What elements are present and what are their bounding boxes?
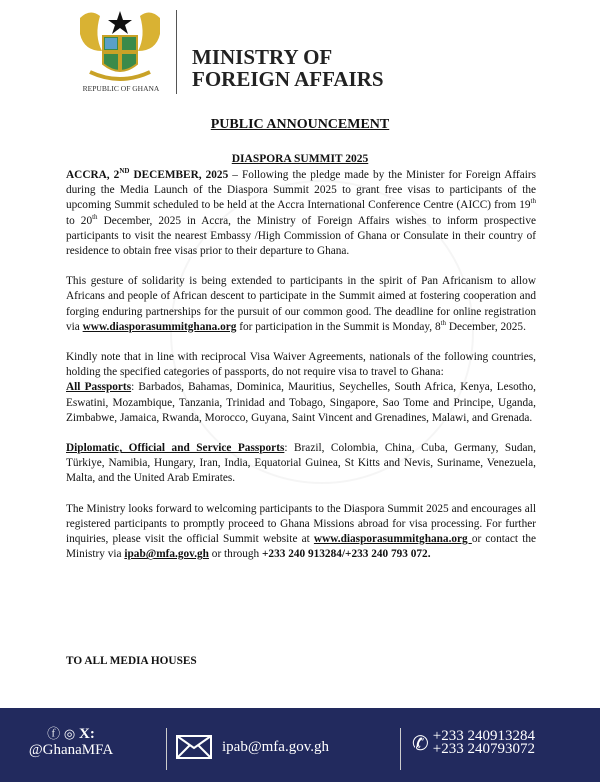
- announcement-title: PUBLIC ANNOUNCEMENT: [210, 117, 390, 132]
- footer-email-text: ipab@mfa.gov.gh: [222, 738, 329, 755]
- phone-icon: ✆: [412, 732, 429, 755]
- announcement-body: [66, 168, 536, 577]
- paragraph-1: ACCRA, 2ND DECEMBER, 2025 – Following the pledge made by the Minister for Foreign Affairs during the Media Launch of the Diaspora Summit 2025 to grant free visas to participants of the upcoming Summit scheduled to be held at the Accra International Conference Centre (AICC) from 19th to 20th December, 2025 in Accra, the Ministry of Foreign Affairs wishes to inform prospective participants to visit the nearest Embassy /High Commission of Ghana or Consulate in their country of residence to obtain free visas prior to their departure to Ghana.: [66, 167, 537, 258]
- footer-divider: [400, 728, 401, 770]
- announcement-subtitle: DIASPORA SUMMIT 2025: [231, 153, 369, 165]
- paragraph-3: Kindly note that in line with reciprocal Visa Waiver Agreements, nationals of the following countries, holding the specified categories of passports, do not require visa to travel to Ghana: All Passports: Barbados, Bahamas, Dominica, Mauritius, Seychelles, South Africa, Kenya, Lesotho, Eswatini, Mozambique, Tanzania, Trinidad and Tobago, Singapore, Sao Tome and Principe, Uganda, Zimbabwe, Jamaica, Rwanda, Morocco, Guyana, Saint Vincent and Grenadines, Malawi, and Grenada.: [66, 351, 536, 424]
- ministry-phones: +233 240 913284/+233 240 793 072.: [262, 548, 431, 561]
- footer-bar: [0, 708, 600, 782]
- facebook-icon: ⓕ: [47, 726, 61, 741]
- paragraph-5: The Ministry looks forward to welcoming participants to the Diaspora Summit 2025 and encourages all registered participants to promptly proceed to Ghana Missions abroad for visa processing. For further inquiries, please visit the official Summit website at www.diasporasummitghana.org or contact the Ministry via ipab@mfa.gov.gh or through +233 240 913284/+233 240 793 072.: [66, 502, 536, 561]
- instagram-icon: ◎: [63, 726, 76, 741]
- paragraph-2: This gesture of solidarity is being extended to participants in the spirit of Pan Africanism to allow Africans and people of African descent to participate in the Summit aimed at fostering cooperation and forging enduring partnerships for the pursuit of our common good. The deadline for online registration via www.diasporasummitghana.org for participation in the Summit is Monday, 8th December, 2025.: [66, 275, 536, 333]
- footer-divider: [166, 728, 167, 770]
- diplomatic-passports-label: Diplomatic, Official and Service Passports: [66, 442, 285, 455]
- summit-website-link[interactable]: www.diasporasummitghana.org: [82, 320, 237, 333]
- header-divider: [176, 10, 177, 94]
- closing-line: TO ALL MEDIA HOUSES: [66, 655, 197, 667]
- ministry-email-link[interactable]: ipab@mfa.gov.gh: [124, 548, 209, 561]
- social-handles: [16, 726, 126, 758]
- envelope-icon: [176, 735, 212, 759]
- x-label: X:: [79, 726, 95, 742]
- phone-number-1: +233 240913284: [432, 728, 535, 744]
- all-passports-label: All Passports: [66, 381, 132, 394]
- footer-email: [176, 735, 329, 759]
- paragraph-4: Diplomatic, Official and Service Passports: Brazil, Colombia, China, Cuba, Germany, Sudan, Türkiye, Namibia, Hungary, Iran, India, Equatorial Guinea, St Kitts and Nevis, Suriname, Venezuela, Malta, and the United Arab Emirates.: [66, 442, 536, 485]
- phone-number-2: +233 240793072: [432, 741, 535, 757]
- ministry-line2: FOREIGN AFFAIRS: [192, 67, 384, 91]
- ministry-line1: MINISTRY OF: [192, 45, 333, 69]
- ghana-coat-of-arms: [70, 6, 170, 86]
- summit-website-link-2[interactable]: www.diasporasummitghana.org: [313, 533, 472, 546]
- republic-of-ghana-label: REPUBLIC OF GHANA: [82, 84, 160, 93]
- social-handle: @GhanaMFA: [28, 742, 114, 758]
- ministry-name: [192, 46, 384, 90]
- footer-phones: [412, 730, 535, 756]
